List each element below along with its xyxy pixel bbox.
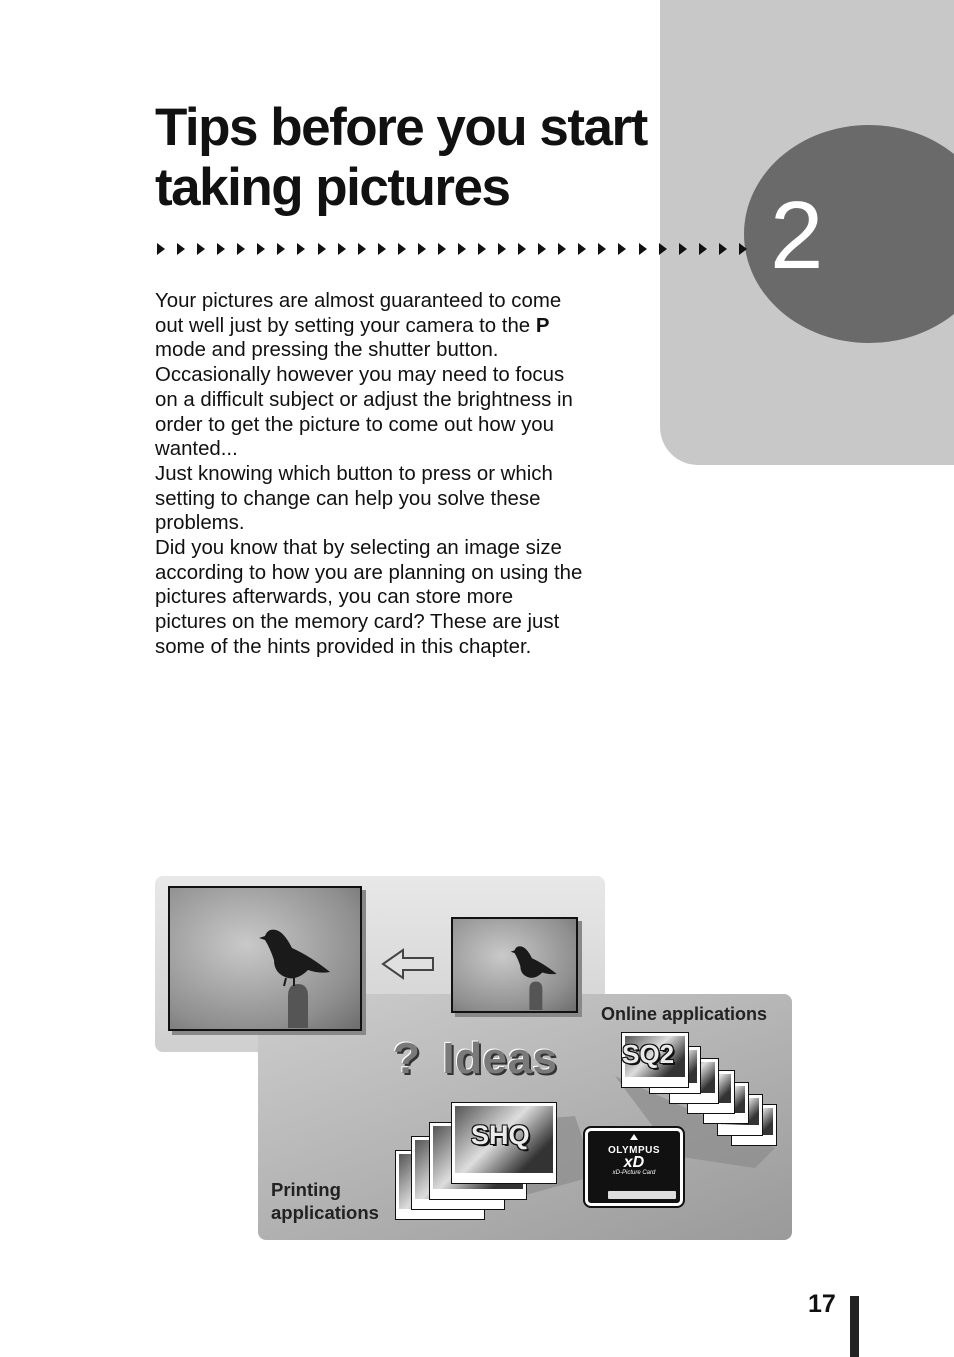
card-arrow-icon xyxy=(630,1134,638,1140)
arrow-divider-marker-icon xyxy=(739,243,747,255)
xd-picture-card xyxy=(585,1128,683,1206)
arrow-divider-marker-icon xyxy=(318,243,326,255)
intro-paragraph-3: Did you know that by selecting an image size according to how you are planning on using the pictures afterwards, you can store more pictures on the memory card? These are just some of the hints provided in this chapter. xyxy=(155,537,583,658)
arrow-divider-marker-icon xyxy=(518,243,526,255)
page-title-line-2: taking pictures xyxy=(155,158,510,217)
arrow-divider-marker-icon xyxy=(458,243,466,255)
ideas-label: Ideas xyxy=(442,1034,558,1083)
card-logo: xD xyxy=(623,1154,645,1171)
arrow-divider-marker-icon xyxy=(378,243,386,255)
arrow-divider-marker-icon xyxy=(679,243,687,255)
arrow-divider-marker-icon xyxy=(578,243,586,255)
card-label-strip xyxy=(608,1191,676,1199)
arrow-divider-marker-icon xyxy=(438,243,446,255)
arrow-divider-marker-icon xyxy=(538,243,546,255)
arrow-divider-marker-icon xyxy=(338,243,346,255)
card-brand: OLYMPUS xyxy=(607,1145,661,1156)
intro-text xyxy=(155,289,585,660)
shq-badge: SHQ xyxy=(471,1120,530,1150)
arrow-divider-marker-icon xyxy=(639,243,647,255)
arrow-divider-marker-icon xyxy=(257,243,265,255)
arrow-divider-marker-icon xyxy=(659,243,667,255)
intro-text-a: Your pictures are almost guaranteed to come out well just by setting your camera to the xyxy=(155,290,562,337)
arrow-divider-marker-icon xyxy=(197,243,205,255)
page-title xyxy=(155,98,647,218)
arrow-divider-marker-icon xyxy=(358,243,366,255)
image-size-illustration xyxy=(155,876,795,1242)
page-title-line-1: Tips before you start xyxy=(155,98,647,157)
printing-applications-label: Printing applications xyxy=(271,1179,379,1223)
page-number: 17 xyxy=(808,1290,836,1318)
arrow-divider-marker-icon xyxy=(719,243,727,255)
arrow-divider-marker-icon xyxy=(157,243,165,255)
intro-paragraph-2: Just knowing which button to press or which setting to change can help you solve these problems. xyxy=(155,462,553,535)
question-mark-icon: ? xyxy=(393,1034,421,1083)
arrow-divider-marker-icon xyxy=(398,243,406,255)
arrow-divider-marker-icon xyxy=(618,243,626,255)
arrow-divider-marker-icon xyxy=(478,243,486,255)
arrow-divider-marker-icon xyxy=(598,243,606,255)
arrow-divider-marker-icon xyxy=(297,243,305,255)
page-edge-bar xyxy=(850,1296,859,1357)
arrow-divider-marker-icon xyxy=(558,243,566,255)
arrow-divider xyxy=(157,241,747,257)
arrow-divider-marker-icon xyxy=(217,243,225,255)
arrow-divider-marker-icon xyxy=(177,243,185,255)
chapter-number: 2 xyxy=(770,182,824,289)
sq2-badge: SQ2 xyxy=(622,1039,675,1069)
arrow-divider-marker-icon xyxy=(699,243,707,255)
arrow-divider-marker-icon xyxy=(237,243,245,255)
intro-paragraph-1 xyxy=(155,289,585,462)
program-mode-symbol: P xyxy=(535,314,550,337)
card-type: xD-Picture Card xyxy=(612,1170,656,1176)
arrow-divider-marker-icon xyxy=(498,243,506,255)
arrow-divider-marker-icon xyxy=(277,243,285,255)
online-applications-label: Online applications xyxy=(601,1004,768,1024)
intro-text-b: mode and pressing the shutter button. Occasionally however you may need to focus on a difficult subject or adjust the brightness in order to get the picture to come out how you wanted... xyxy=(155,339,573,461)
arrow-divider-marker-icon xyxy=(418,243,426,255)
